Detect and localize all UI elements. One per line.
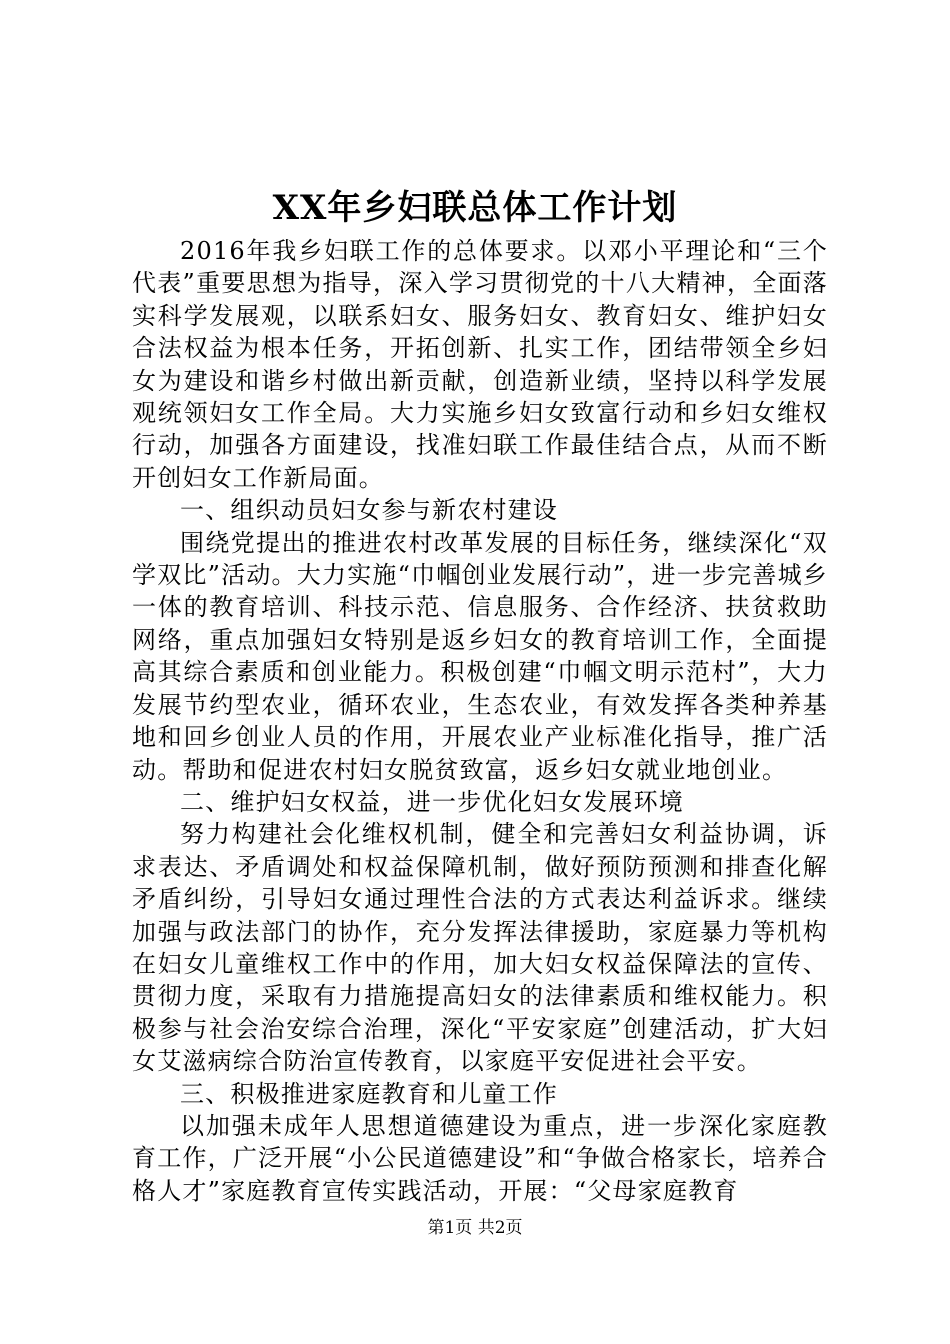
paragraph-section-1: 围绕党提出的推进农村改革发展的目标任务，继续深化“双学双比”活动。大力实施“巾帼创业发展行动”，进一步完善城乡一体的教育培训、科技示范、信息服务、合作经济、扶贫救助网络，重点加强妇女特别是返乡妇女的教育培训工作，全面提高其综合素质和创业能力。积极创建“巾帼文明示范村”，大力发展节约型农业，循环农业，生态农业，有效发挥各类种养基地和回乡创业人员的作用，开展农业产业标准化指导，推广活动。帮助和促进农村妇女脱贫致富，返乡妇女就业地创业。 xyxy=(132,528,828,784)
section-heading-1: 一、组织动员妇女参与新农村建设 xyxy=(180,496,558,525)
paragraph-intro: 2016年我乡妇联工作的总体要求。以邓小平理论和“三个代表”重要思想为指导，深入学习贯彻党的十八大精神，全面落实科学发展观，以联系妇女、服务妇女、教育妇女、维护妇女合法权益为根本任务，开拓创新、扎实工作，团结带领全乡妇女为建设和谐乡村做出新贡献，创造新业绩，坚持以科学发展观统领妇女工作全局。大力实施乡妇女致富行动和乡妇女维权行动，加强各方面建设，找准妇联工作最佳结合点，从而不断开创妇女工作新局面。 xyxy=(132,237,828,492)
section-heading-2: 二、维护妇女权益，进一步优化妇女发展环境 xyxy=(180,787,684,816)
paragraph-section-3: 以加强未成年人思想道德建设为重点，进一步深化家庭教育工作，广泛开展“小公民道德建设”和“争做合格家长，培养合格人才”家庭教育宣传实践活动，开展：“父母家庭教育 xyxy=(132,1111,828,1205)
document-title: XX年乡妇联总体工作计划 xyxy=(272,188,678,228)
paragraph-section-2: 努力构建社会化维权机制，健全和完善妇女利益协调，诉求表达、矛盾调处和权益保障机制，做好预防预测和排查化解矛盾纠纷，引导妇女通过理性合法的方式表达利益诉求。继续加强与政法部门的协作，充分发挥法律援助，家庭暴力等机构在妇女儿童维权工作中的作用，加大妇女权益保障法的宣传、贯彻力度，采取有力措施提高妇女的法律素质和维权能力。积极参与社会治安综合治理，深化“平安家庭”创建活动，扩大妇女艾滋病综合防治宣传教育，以家庭平安促进社会平安。 xyxy=(132,820,828,1076)
document-body xyxy=(132,235,828,1207)
page-footer: 第1页 共2页 xyxy=(427,1218,523,1238)
section-heading-3: 三、积极推进家庭教育和儿童工作 xyxy=(180,1079,558,1108)
